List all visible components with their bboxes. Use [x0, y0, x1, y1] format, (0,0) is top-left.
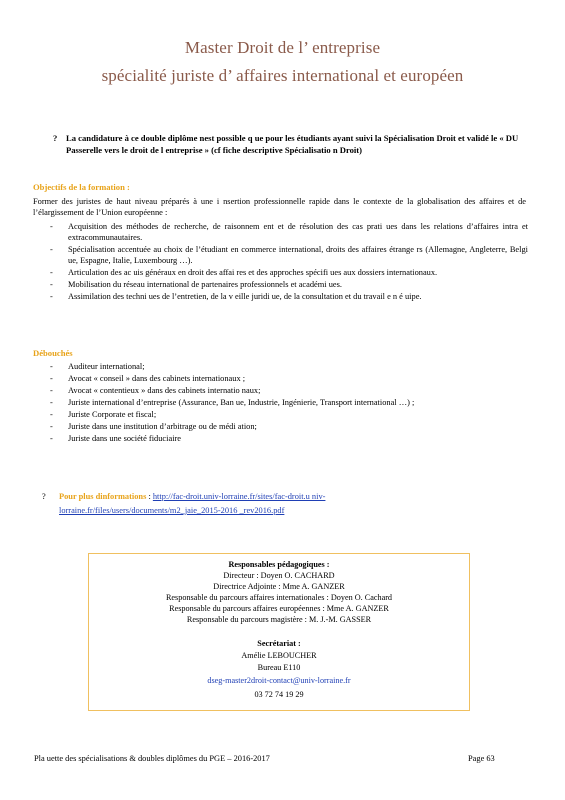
intro-marker: ? — [53, 133, 58, 143]
list-item — [33, 373, 528, 384]
secretariat-heading: Secrétariat : — [257, 639, 301, 648]
secretariat-phone: 03 72 74 19 29 — [254, 690, 304, 699]
secretariat-email[interactable]: dseg-master2droit-contact@univ-lorraine.fr — [207, 676, 351, 685]
dash-bullet: - — [50, 398, 53, 407]
more-info-link-line2[interactable]: lorraine.fr/files/users/documents/m2_jaie_2015-2016 _rev2016.pdf — [59, 506, 285, 515]
more-info-marker: ? — [42, 492, 46, 501]
more-info-label: Pour plus dinformations — [59, 492, 147, 501]
objectifs-heading: Objectifs de la formation : — [33, 182, 130, 192]
list-item — [33, 421, 528, 432]
list-item-text: Avocat « contentieux » dans des cabinets internatio naux; — [68, 386, 261, 395]
intro-text: La candidature à ce double diplôme nest possible q ue pour les étudiants ayant suivi la Spécialisation Droit et validé le « DU Passerelle vers le droit de l entreprise » (cf fiche descriptive Spécialisatio n Droit) — [66, 133, 519, 155]
list-item — [33, 385, 528, 396]
dash-bullet: - — [50, 362, 53, 371]
contact-line: Directrice Adjointe : Mme A. GANZER — [213, 582, 345, 591]
dash-bullet: - — [50, 222, 53, 231]
dash-bullet: - — [50, 434, 53, 443]
list-item-text: Acquisition des méthodes de recherche, de raisonnem ent et de résolution des cas prati ues dans les relations d’affaires intra et extracommunautaires. — [68, 222, 528, 242]
list-item-text: Mobilisation du réseau international de partenaires professionnels et académi ues. — [68, 280, 342, 289]
list-item — [33, 397, 528, 408]
list-item-text: Assimilation des techni ues de l’entretien, de la v eille juridi ue, de la consultation et du travail e n é uipe. — [68, 292, 422, 301]
list-item — [33, 291, 528, 302]
list-item — [33, 433, 528, 444]
dash-bullet: - — [50, 268, 53, 277]
objectifs-paragraph: Former des juristes de haut niveau préparés à une i nsertion professionnelle rapide dans le contexte de la globalisation des affaires et de l’élargissement de l’Union européenne : — [33, 197, 526, 217]
dash-bullet: - — [50, 245, 53, 254]
contact-line: Responsable du parcours affaires internationales : Doyen O. Cachard — [165, 593, 393, 602]
list-item — [33, 267, 528, 278]
list-item — [33, 244, 528, 266]
debouches-list — [33, 361, 528, 445]
objectifs-list — [33, 221, 528, 303]
list-item — [33, 221, 528, 243]
dash-bullet: - — [50, 280, 53, 289]
document-title-line1: Master Droit de l’ entreprise — [184, 38, 381, 57]
list-item-text: Articulation des ac uis généraux en droit des affai res et des approches spécifi ues aux dossiers internationaux. — [68, 268, 438, 277]
footer-left: Pla uette des spécialisations & doubles diplômes du PGE – 2016-2017 — [34, 754, 270, 763]
contact-line: Directeur : Doyen O. CACHARD — [223, 571, 335, 580]
list-item-text: Juriste Corporate et fiscal; — [68, 410, 157, 419]
debouches-heading: Débouchés — [33, 348, 73, 358]
contact-line: Responsable du parcours affaires européennes : Mme A. GANZER — [169, 604, 389, 613]
more-info-link-line1[interactable]: http://fac-droit.univ-lorraine.fr/sites/fac-droit.u niv- — [152, 492, 326, 501]
list-item-text: Spécialisation accentuée au choix de l’étudiant en commerce international, droits des affaires étrange rs (Allemagne, Angleterre, Belgi ue, Espagne, Italie, Luxembourg …). — [68, 245, 528, 265]
list-item-text: Juriste international d’entreprise (Assurance, Ban ue, Industrie, Ingénierie, Transport international …) ; — [68, 398, 415, 407]
secretariat-name: Amélie LEBOUCHER — [241, 651, 317, 660]
dash-bullet: - — [50, 422, 53, 431]
dash-bullet: - — [50, 374, 53, 383]
list-item-text: Auditeur international; — [68, 362, 145, 371]
contact-line: Responsable du parcours magistère : M. J.-M. GASSER — [186, 615, 372, 624]
secretariat-office: Bureau E110 — [257, 663, 301, 672]
dash-bullet: - — [50, 292, 53, 301]
contact-box — [88, 553, 470, 711]
dash-bullet: - — [50, 386, 53, 395]
resp-heading: Responsables pédagogiques : — [228, 560, 330, 569]
list-item — [33, 279, 528, 290]
list-item-text: Avocat « conseil » dans des cabinets internationaux ; — [68, 374, 246, 383]
list-item-text: Juriste dans une institution d’arbitrage ou de médi ation; — [68, 422, 257, 431]
list-item — [33, 409, 528, 420]
more-info-separator: : — [146, 492, 153, 501]
list-item-text: Juriste dans une société fiduciaire — [68, 434, 182, 443]
page-number: Page 63 — [468, 754, 495, 763]
document-title-line2: spécialité juriste d’ affaires international et européen — [101, 66, 464, 85]
list-item — [33, 361, 528, 372]
dash-bullet: - — [50, 410, 53, 419]
